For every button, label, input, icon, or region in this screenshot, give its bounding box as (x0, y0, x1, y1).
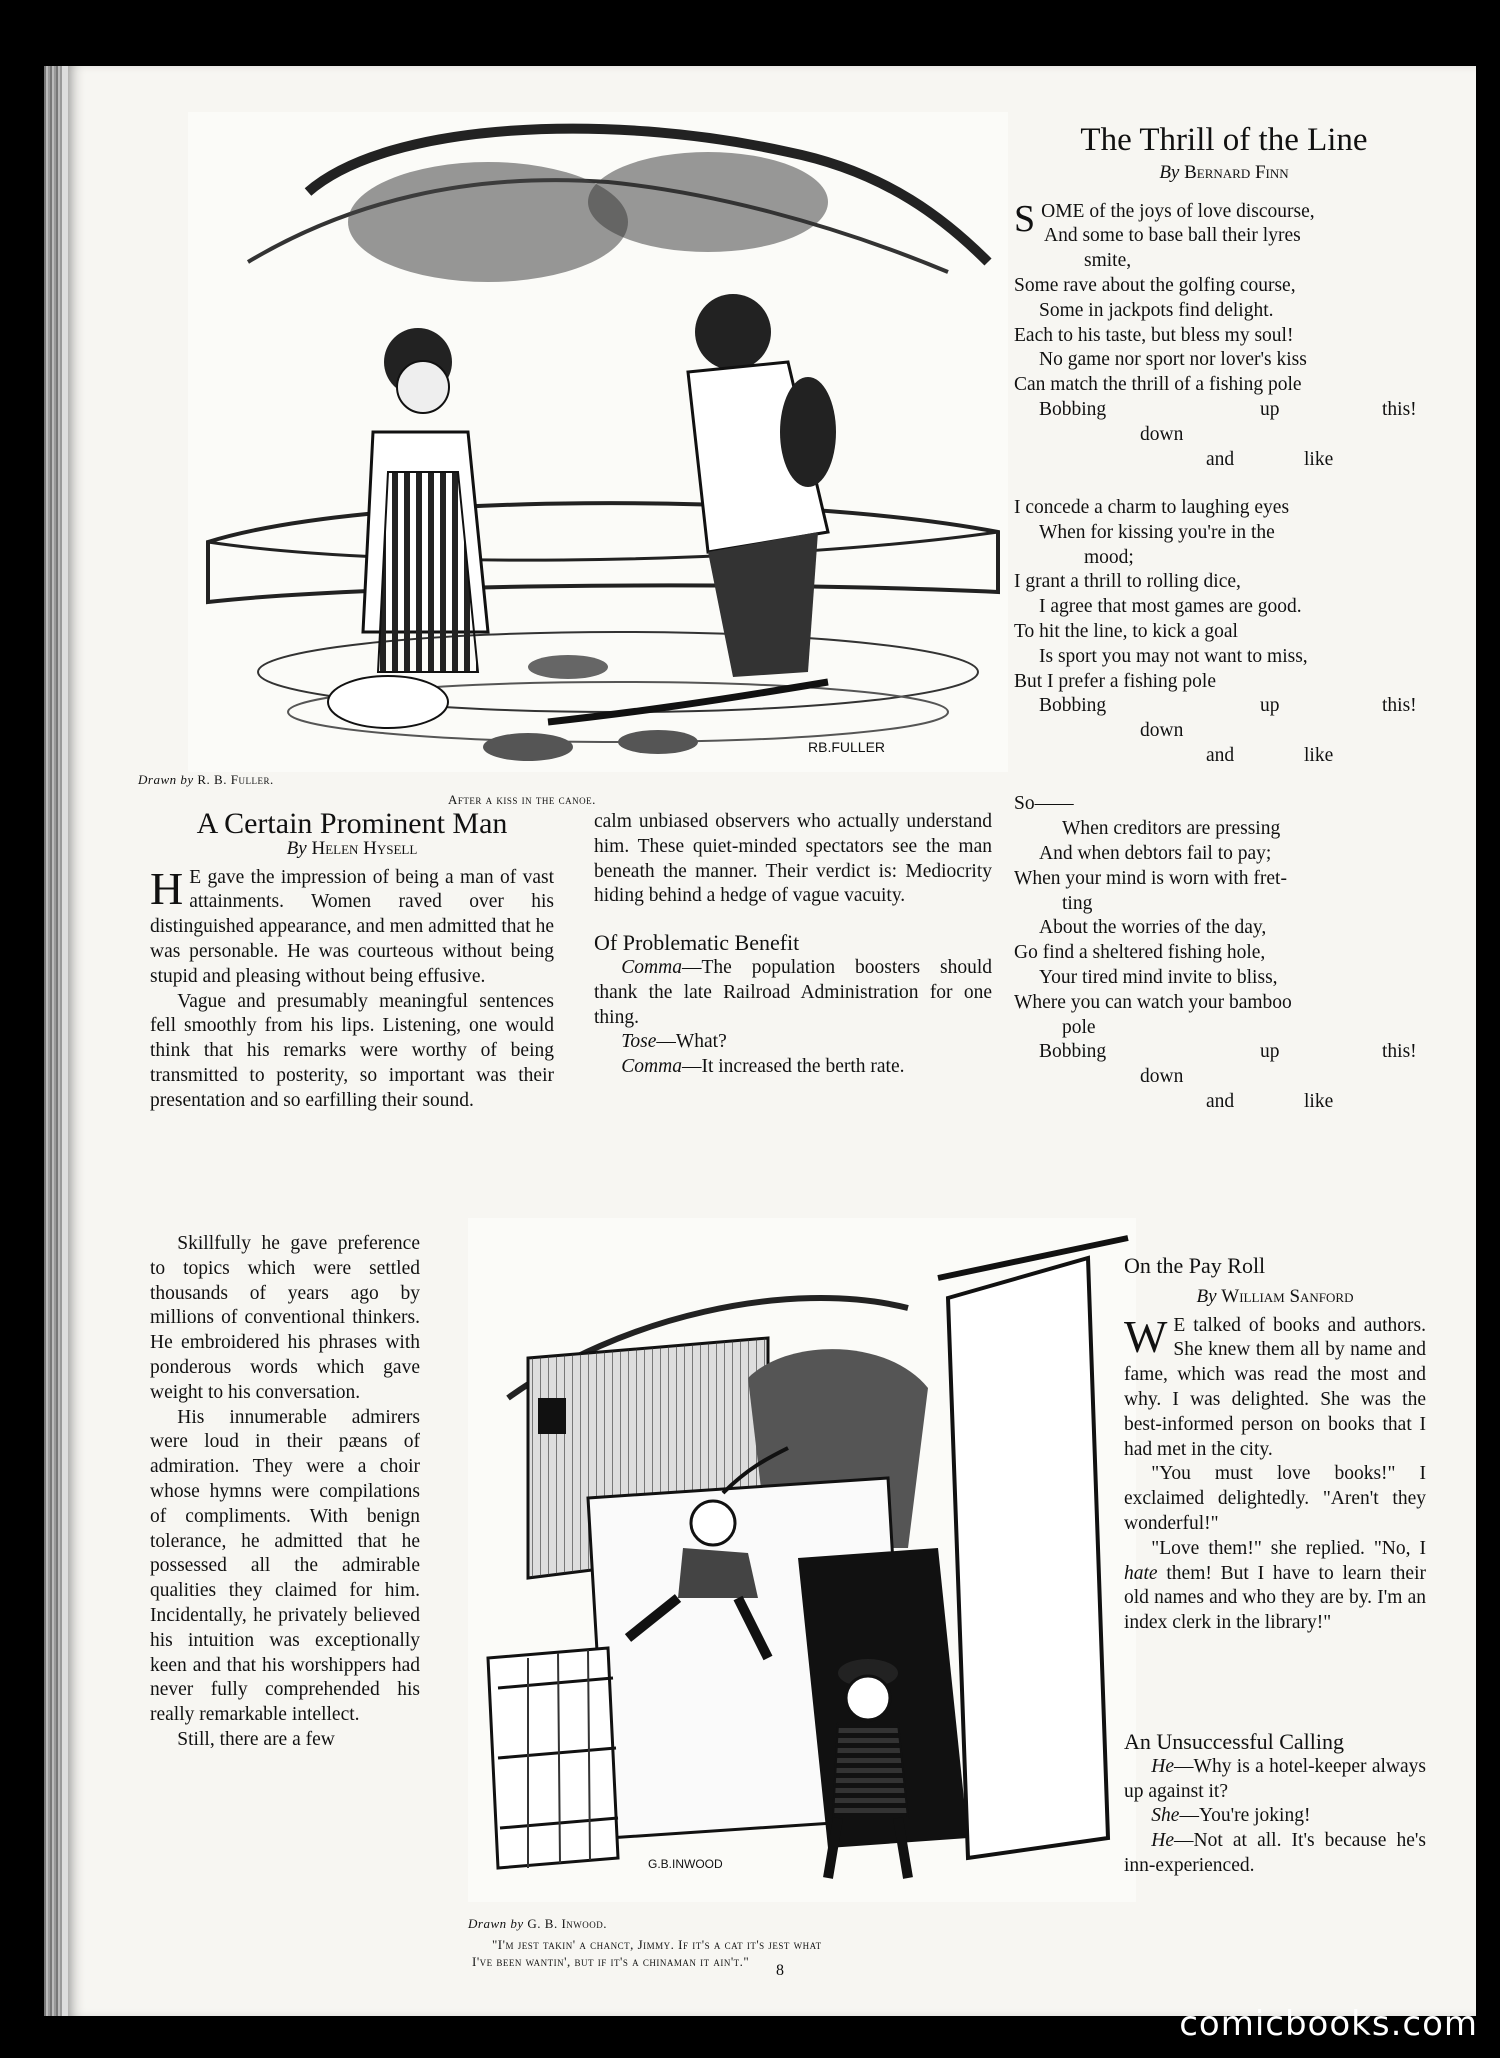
joke-title: Of Problematic Benefit (594, 930, 800, 956)
drop-cap: S (1014, 197, 1036, 240)
canoe-illustration (188, 112, 1008, 772)
page-edge (44, 66, 62, 2016)
artist-signature: RB.FULLER (808, 739, 886, 755)
stanza-2: I concede a charm to laughing eyes When for kissing you're in the mood; I grant a thrill to rolling dice, I agree that most games are good. To hit the line, to kick a goal Is sport you may not want to miss, But I prefer a fishing pole Bobbing up this! down and like (1014, 496, 1434, 768)
joke-problematic-benefit: Of Problematic Benefit Comma—The population boosters should thank the late Railroad Administration for one thing. Tose—What? Comma—It increased the berth rate. (594, 930, 992, 1078)
boys-drawing (468, 1218, 1136, 1902)
joke-unsuccessful-calling: An Unsuccessful Calling He—Why is a hotel-keeper always up against it? She—You're joking! He—Not at all. It's because he's inn-experienced. (1124, 1729, 1426, 1876)
drop-cap: W (1124, 1310, 1168, 1362)
top-credit: Drawn by R. B. Fuller. (138, 772, 274, 787)
article-prominent-man-narrow: Skillfully he gave preference to topics which were settled thousands of years ago by millions of conventional thinkers. He embroidered his phrases with ponderous words which gave weight to his conversation. His innumerable admirers were loud in their pæans of admiration. They were a choir whose hymns were compilations of compliments. With benign tolerance, he admitted that he possessed all the admirable qualities they claimed for him. Incidentally, he privately believed his intuition was exceptionally keen and that his worshippers had never fully comprehended his really remarkable intellect. Still, there are a few (150, 1233, 420, 1750)
joke-title: An Unsuccessful Calling (1124, 1729, 1344, 1754)
article-byline: By Helen Hysell (286, 837, 418, 859)
refrain: Bobbing up this! down and like (1039, 1041, 1417, 1113)
stanza-3: So—— When creditors are pressing And when debtors fail to pay; When your mind is worn with fret- ting About the worries of the day, Go find a sheltered fishing hole, Your tired mind invite to bliss, Where you can watch your bamboo pole Bobbing up this! down and like (1014, 792, 1434, 1114)
poem-title: The Thrill of the Line (1080, 122, 1368, 158)
page-number: 8 (776, 1962, 784, 1979)
article-byline: By William Sanford (1196, 1285, 1354, 1307)
bottom-caption: "I'm jest takin' a chanct, Jimmy. If it's a cat it's jest what I've been wantin', but if it's a chinaman it ain't." (472, 1937, 822, 1969)
article-pay-roll: On the Pay Roll By William Sanford W E talked of books and authors. She knew them all by name and fame, which was read the most and why. I was delighted. She was the best-informed person on books that I had met in the city. "You must love books!" I exclaimed delightedly. "Aren't they wonderful!" "Love them!" she replied. "No, I hate them! But I have to learn their old names and who they are by. I'm an index clerk in the library!" (1124, 1253, 1426, 1634)
article-title: On the Pay Roll (1124, 1253, 1266, 1278)
article-prominent-man-continued: calm unbiased observers who actually understand him. These quiet-minded spectators see the man beneath the manner. Their verdict is: Mediocrity hiding behind a hedge of vague vacuity. Of Problematic Benefit Comma—The population boosters should thank the late Railroad Administration for one thing. Tose—What? Comma—It increased the berth rate. (594, 810, 992, 1080)
site-watermark: comicbooks.com (1179, 2004, 1478, 2044)
stanza-1: SOME of the joys of love discourse, And some to base ball their lyres smite, Some rave about the golfing course, Some in jackpots find delight. Each to his taste, but bless my soul! No game nor sport nor lover's kiss Can match the thrill of a fishing pole Bobbing up this! down and like (1014, 200, 1434, 472)
refrain: Bobbing up this! down and like (1039, 695, 1417, 767)
article-title: A Certain Prominent Man (196, 807, 508, 840)
poem-column (1014, 122, 1434, 1114)
poem-byline: By Bernard Finn (1159, 161, 1289, 183)
drop-cap: H (150, 862, 184, 914)
top-caption: After a kiss in the canoe. (448, 792, 596, 807)
bottom-credit: Drawn by G. B. Inwood. (468, 1916, 608, 1931)
refrain: Bobbing up this! down and like (1039, 398, 1417, 470)
article-prominent-man: A Certain Prominent Man By Helen Hysell H E gave the impression of being a man of vast attainments. Women raved over his distinguished appearance, and men admitted that he was personable. He was courteous without being stupid and pleasing without being effusive. Vague and presumably meaningful sentences fell smoothly from his lips. Listening, one would think that his remarks were worthy of being transmitted to posterity, so important was their presentation and so earfilling their sound. (150, 807, 554, 1111)
magazine-page (62, 66, 1476, 2016)
canoe-drawing (188, 112, 1008, 772)
barrel-fence-illustration (468, 1218, 1136, 1902)
artist-signature: G.B.INWOOD (648, 1857, 723, 1871)
